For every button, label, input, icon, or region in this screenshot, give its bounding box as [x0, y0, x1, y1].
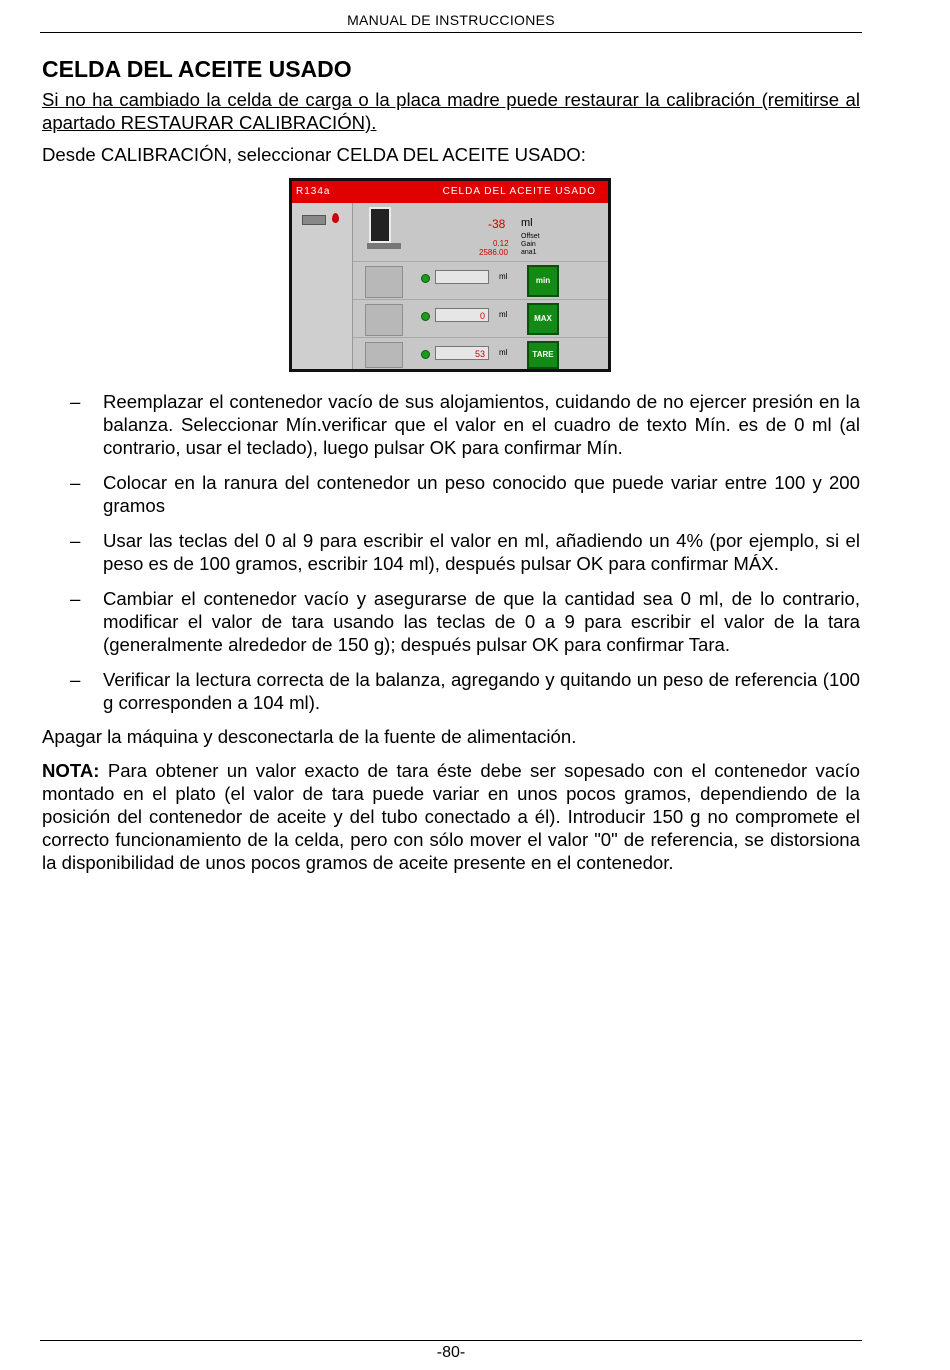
weighted-scale-icon [365, 304, 403, 336]
min-unit: ml [499, 272, 508, 281]
reading-unit: ml [521, 217, 533, 229]
oil-drop-icon [332, 213, 339, 223]
dash-bullet: – [70, 391, 81, 412]
gain-value: 2586.00 [479, 248, 508, 257]
step-text: Usar las teclas del 0 al 9 para escribir el valor en ml, añadiendo un 4% (por ejemplo, si el peso es de 100 gramos, escribir 104 ml), después pulsar OK para confirmar MÁX. [103, 530, 860, 574]
gas-label: R134a [296, 186, 331, 197]
reading-value: -38 [488, 217, 506, 231]
tare-row [353, 337, 608, 370]
status-led [421, 274, 430, 283]
footer-rule [40, 1340, 862, 1341]
max-unit: ml [499, 310, 508, 319]
tare-unit: ml [499, 348, 508, 357]
dash-bullet: – [70, 669, 81, 690]
panel-title: CELDA DEL ACEITE USADO [442, 186, 596, 197]
dash-bullet: – [70, 530, 81, 551]
lead-paragraph: Desde CALIBRACIÓN, seleccionar CELDA DEL ACEITE USADO: [42, 144, 586, 165]
list-item [42, 390, 860, 459]
page-number: -80- [436, 1344, 466, 1361]
note-paragraph [42, 759, 860, 874]
container-scale-icon [365, 342, 403, 368]
ana-label: ana1 [521, 249, 537, 256]
list-item [42, 668, 860, 714]
container-icon [369, 207, 391, 243]
min-field[interactable] [435, 270, 489, 284]
step-text: Colocar en la ranura del contenedor un peso conocido que puede variar entre 100 y 200 gramos [103, 472, 860, 516]
gain-label: Gain [521, 241, 536, 248]
status-led [421, 312, 430, 321]
empty-scale-icon [365, 266, 403, 298]
scale-plate-icon [367, 243, 401, 249]
scale-icon [302, 215, 326, 225]
dash-bullet: – [70, 588, 81, 609]
panel-sidebar [292, 203, 353, 369]
min-row [353, 261, 608, 300]
tare-button[interactable]: TARE [527, 341, 559, 369]
calibration-panel-screenshot [289, 178, 611, 372]
note-label: NOTA: [42, 760, 100, 781]
step-text: Reemplazar el contenedor vacío de sus alojamientos, cuidando de no ejercer presión en la balanza. Seleccionar Mín.verificar que el valor en el cuadro de texto Mín. es de 0 ml (al contrario, usar el teclado), luego pulsar OK para confirmar Mín. [103, 391, 860, 458]
running-header: MANUAL DE INSTRUCCIONES [40, 12, 862, 33]
offset-label: Offset [521, 233, 540, 240]
step-text: Cambiar el contenedor vacío y asegurarse de que la cantidad sea 0 ml, de lo contrario, modificar el valor de tara usando las teclas de 0 a 9 para escribir el valor de la tara (generalmente alrededor de 150 g); después pulsar OK para confirmar Tara. [103, 588, 860, 655]
note-text: Para obtener un valor exacto de tara éste debe ser sopesado con el contenedor vacío montado en el plato (el valor de tara puede variar en unos pocos gramos, dependiendo de la posición del contenedor de aceite y del tubo conectado a él). Introducir 150 g no compromete el correcto funcionamiento de la celda, pero con sólo mover el valor "0" de referencia, se distorsiona la disponibilidad de unos pocos gramos de aceite presente en el contenedor. [42, 760, 860, 873]
list-item [42, 471, 860, 517]
step-text: Verificar la lectura correcta de la balanza, agregando y quitando un peso de referencia (100 g corresponden a 104 ml). [103, 669, 860, 713]
list-item [42, 529, 860, 575]
status-led [421, 350, 430, 359]
tare-field[interactable]: 53 [435, 346, 489, 360]
section-title: CELDA DEL ACEITE USADO [42, 56, 352, 82]
min-button[interactable]: min [527, 265, 559, 297]
intro-paragraph: Si no ha cambiado la celda de carga o la placa madre puede restaurar la calibración (remitirse al apartado RESTAURAR CALIBRACIÓN). [42, 89, 860, 133]
offset-value: 0.12 [493, 239, 509, 248]
max-button[interactable]: MAX [527, 303, 559, 335]
reading-row [353, 203, 608, 261]
max-field[interactable]: 0 [435, 308, 489, 322]
dash-bullet: – [70, 472, 81, 493]
panel-title-bar [292, 181, 608, 203]
list-item [42, 587, 860, 656]
max-row [353, 299, 608, 338]
page-content [42, 54, 860, 874]
shutdown-paragraph: Apagar la máquina y desconectarla de la fuente de alimentación. [42, 726, 577, 747]
steps-list [42, 390, 860, 714]
